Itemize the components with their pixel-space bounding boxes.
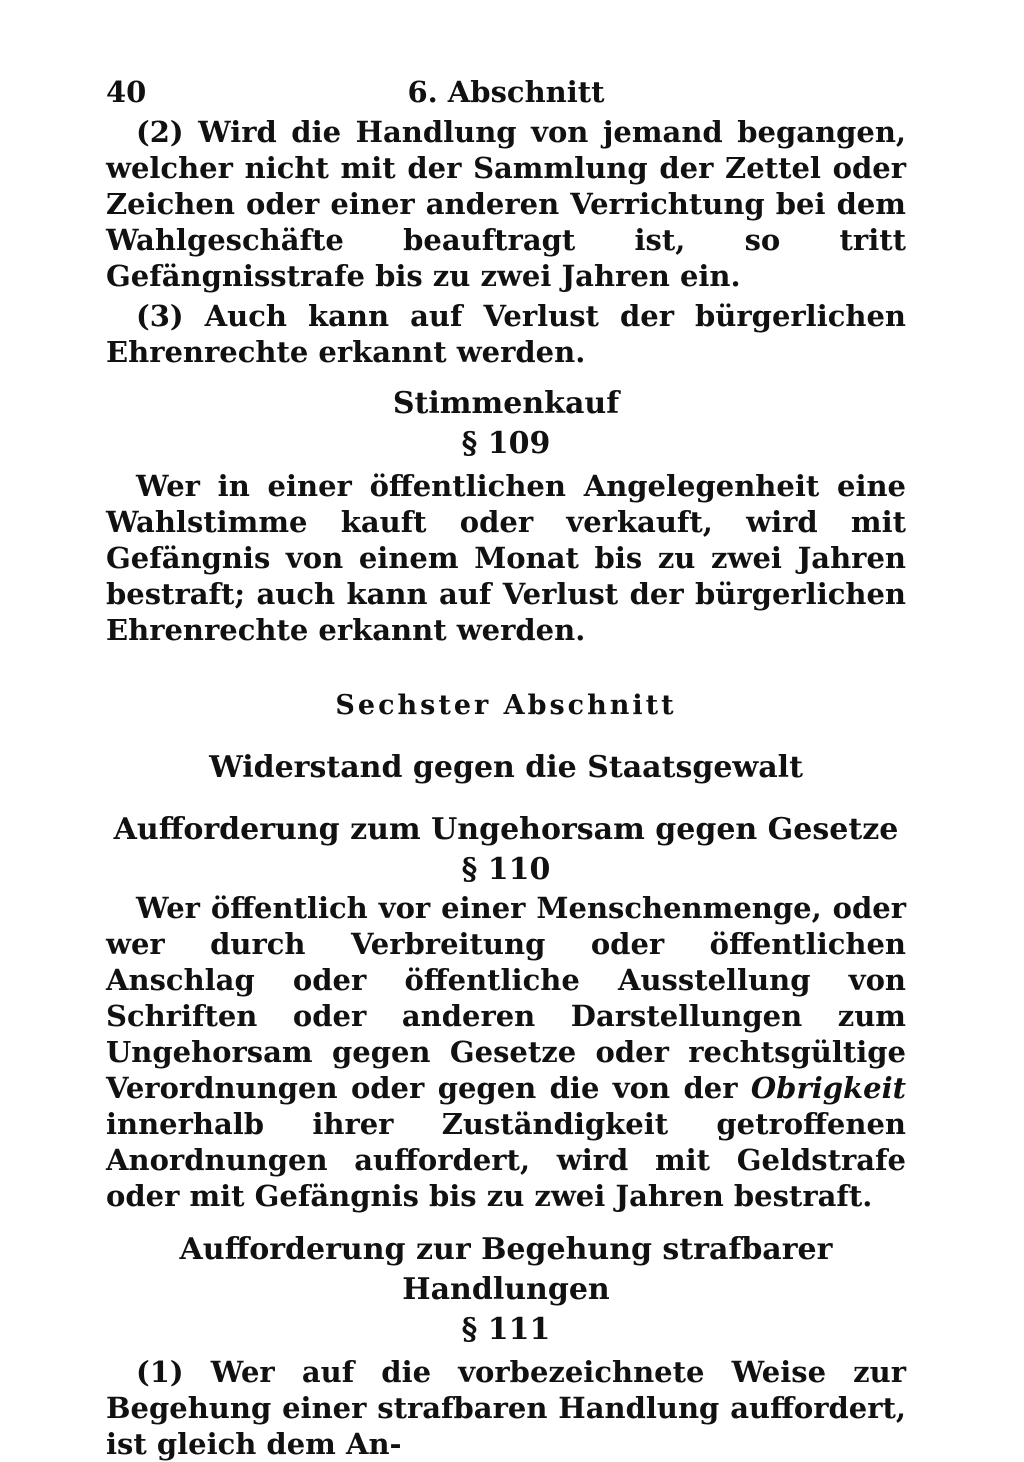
section-110: § 110	[461, 852, 551, 887]
emphasis-obrigkeit: Obrigkeit	[750, 1071, 906, 1105]
running-head	[106, 70, 906, 114]
section-111: § 111	[461, 1312, 551, 1347]
book-page	[106, 70, 906, 1462]
paragraph-3: (3) Auch kann auf Verlust der bürgerlichen Ehrenrechte erkannt werden.	[106, 299, 906, 369]
heading-ungehorsam: Aufforderung zum Ungehorsam gegen Gesetze	[113, 812, 899, 847]
section-109: § 109	[461, 426, 551, 461]
section-109-text: Wer in einer öffentlichen Angelegenheit eine Wahlstimme kauft oder verkauft, wird mit Gefängnis von einem Monat bis zu zwei Jahren bestraft; auch kann auf Verlust der bürgerlichen Ehrenrechte erkannt werden.	[106, 469, 906, 647]
section-110-text-end: innerhalb ihrer Zuständigkeit getroffenen Anordnungen auffordert, wird mit Geldstrafe oder mit Gefängnis bis zu zwei Jahren bestraft.	[106, 1107, 906, 1213]
paragraph-2: (2) Wird die Handlung von jemand begangen, welcher nicht mit der Sammlung der Zettel oder Zeichen oder einer anderen Verrichtung bei dem Wahlgeschäfte beauftragt ist, so tritt Gefängnisstrafe bis zu zwei Jahren ein.	[106, 115, 906, 293]
page-number: 40	[106, 75, 147, 109]
heading-begehung: Aufforderung zur Begehung strafbarer Handlungen	[179, 1232, 833, 1307]
section-111-text: (1) Wer auf die vorbezeichnete Weise zur Begehung einer strafbaren Handlung auffordert, ist gleich dem An-	[106, 1355, 906, 1461]
section-110-text	[106, 890, 906, 1214]
running-head-title: 6. Abschnitt	[407, 75, 605, 109]
chapter-title: Widerstand gegen die Staatsgewalt	[209, 750, 803, 785]
section-110-text-start: Wer öffentlich vor einer Menschenmenge, oder wer durch Verbreitung oder öffentlichen Anschlag oder öffentliche Ausstellung von Schriften oder anderen Darstellungen zum Ungehorsam gegen Gesetze oder rechtsgültige Verordnungen oder gegen die von der	[106, 891, 906, 1105]
heading-stimmenkauf: Stimmenkauf	[392, 386, 620, 421]
chapter-label: Sechster Abschnitt	[335, 690, 677, 721]
